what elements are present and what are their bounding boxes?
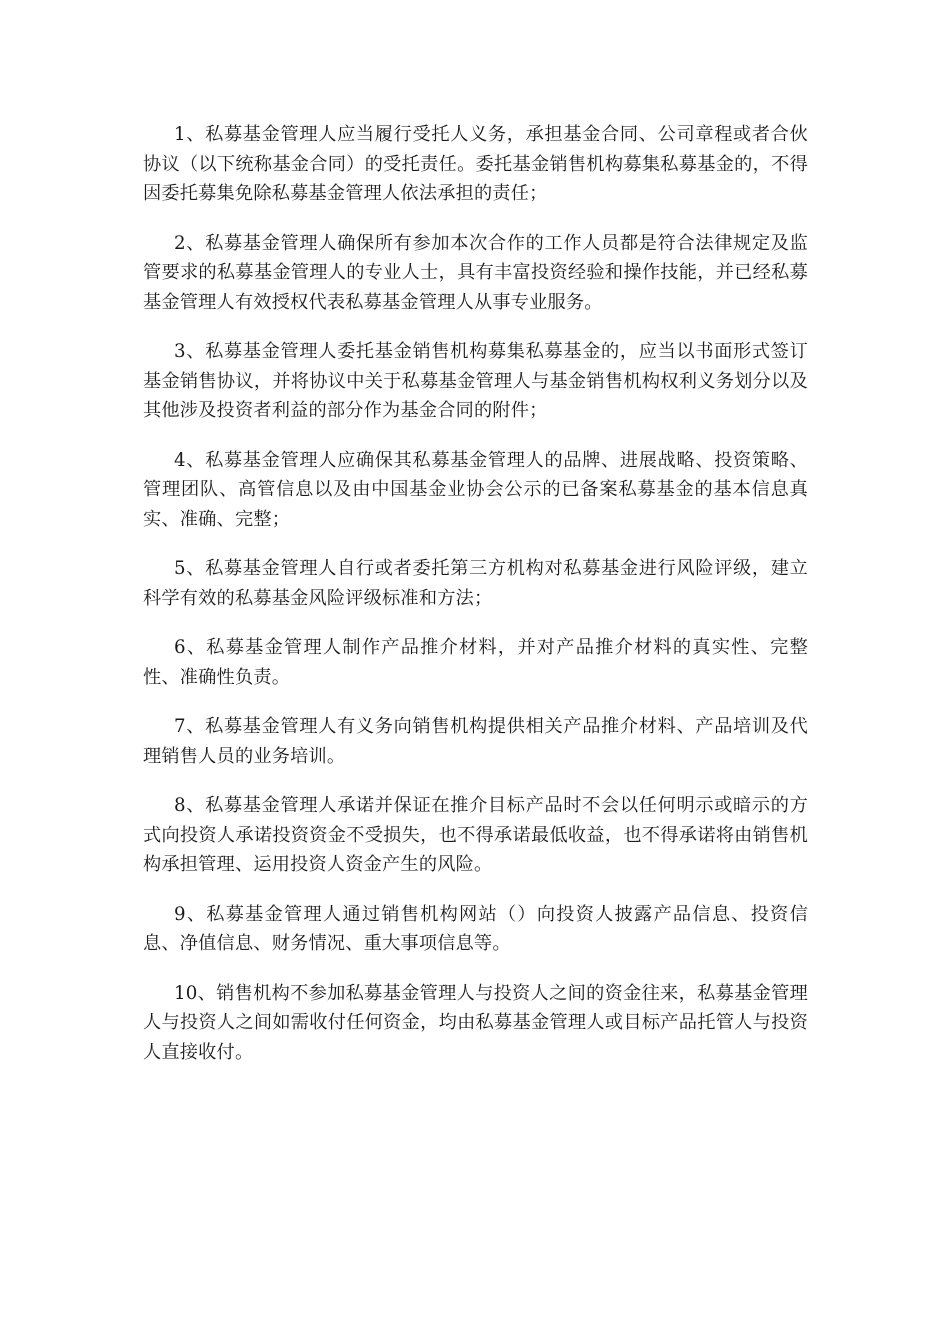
clause-4: 4、私募基金管理人应确保其私募基金管理人的品牌、进展战略、投资策略、管理团队、高管信息以及由中国基金业协会公示的已备案私募基金的基本信息真实、准确、完整； bbox=[143, 449, 808, 530]
clause-3: 3、私募基金管理人委托基金销售机构募集私募基金的，应当以书面形式签订基金销售协议，并将协议中关于私募基金管理人与基金销售机构权利义务划分以及其他涉及投资者利益的部分作为基金合同的附件； bbox=[143, 341, 808, 421]
clause-8: 8、私募基金管理人承诺并保证在推介目标产品时不会以任何明示或暗示的方式向投资人承诺投资资金不受损失，也不得承诺最低收益，也不得承诺将由销售机构承担管理、运用投资人资金产生的风险。 bbox=[143, 795, 808, 875]
clause-6: 6、私募基金管理人制作产品推介材料，并对产品推介材料的真实性、完整性、准确性负责。 bbox=[143, 637, 808, 688]
clause-10: 10、销售机构不参加私募基金管理人与投资人之间的资金往来，私募基金管理人与投资人之间如需收付任何资金，均由私募基金管理人或目标产品托管人与投资人直接收付。 bbox=[143, 982, 808, 1063]
clause-2: 2、私募基金管理人确保所有参加本次合作的工作人员都是符合法律规定及监管要求的私募基金管理人的专业人士，具有丰富投资经验和操作技能，并已经私募基金管理人有效授权代表私募基金管理人从事专业服务。 bbox=[143, 232, 808, 313]
document-body bbox=[143, 120, 808, 1087]
clause-9: 9、私募基金管理人通过销售机构网站（）向投资人披露产品信息、投资信息、净值信息、财务情况、重大事项信息等。 bbox=[143, 903, 808, 954]
clause-7: 7、私募基金管理人有义务向销售机构提供相关产品推介材料、产品培训及代理销售人员的业务培训。 bbox=[143, 716, 808, 767]
clause-5: 5、私募基金管理人自行或者委托第三方机构对私募基金进行风险评级，建立科学有效的私募基金风险评级标准和方法； bbox=[143, 558, 808, 609]
clause-1: 1、私募基金管理人应当履行受托人义务，承担基金合同、公司章程或者合伙协议（以下统称基金合同）的受托责任。委托基金销售机构募集私募基金的，不得因委托募集免除私募基金管理人依法承担的责任； bbox=[143, 124, 808, 204]
